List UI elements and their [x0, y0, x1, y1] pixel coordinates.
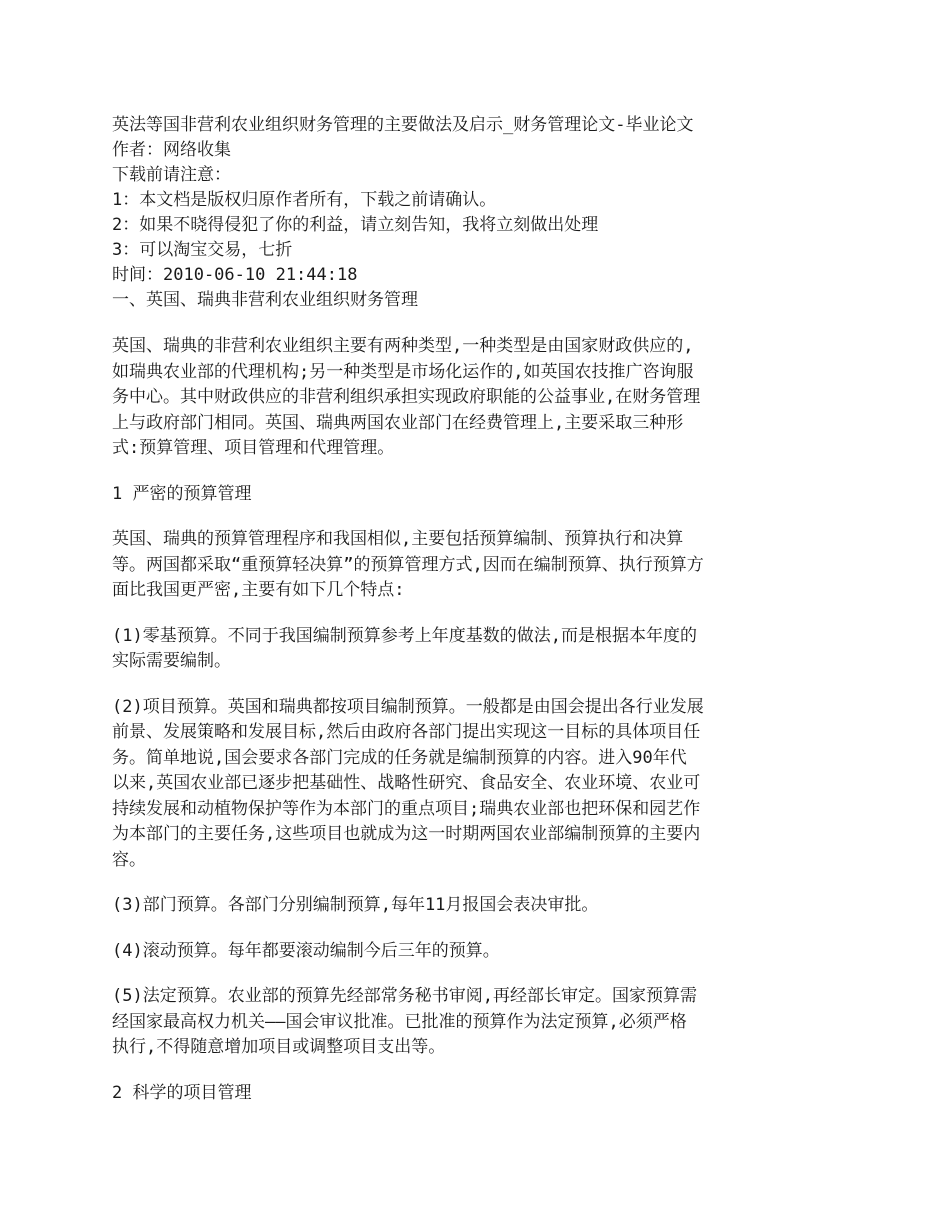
paragraph-line: (2)项目预算。英国和瑞典都按项目编制预算。一般都是由国会提出各行业发展 [112, 696, 704, 717]
intro-paragraph [112, 334, 772, 462]
paragraph-line: 务。简单地说,国会要求各部门完成的任务就是编制预算的内容。进入90年代 [112, 747, 687, 768]
paragraph-line: 等。两国都采取“重预算轻决算”的预算管理方式,因而在编制预算、执行预算方 [112, 554, 704, 575]
paragraph-line: 执行,不得随意增加项目或调整项目支出等。 [112, 1037, 446, 1057]
paragraph-line: 为本部门的主要任务,这些项目也就成为这一时期两国农业部编制预算的主要内 [112, 824, 701, 844]
paragraph-line: 持续发展和动植物保护等作为本部门的重点项目;瑞典农业部也把环保和园艺作 [112, 798, 701, 819]
zero-based-budget-paragraph [112, 624, 772, 675]
statutory-budget-paragraph [112, 984, 772, 1061]
rolling-budget-paragraph: (4)滚动预算。每年都要滚动编制今后三年的预算。 [112, 940, 500, 961]
paragraph-line: 务中心。其中财政供应的非营利组织承担实现政府职能的公益事业,在财务管理 [112, 387, 701, 407]
notice-item-2: 2：如果不晓得侵犯了你的利益，请立刻告知，我将立刻做出处理 [112, 215, 599, 235]
paragraph-line: 上与政府部门相同。英国、瑞典两国农业部门在经费管理上,主要采取三种形 [112, 412, 684, 433]
project-budget-paragraph [112, 695, 772, 874]
paragraph-line: 以来,英国农业部已逐步把基础性、战略性研究、食品安全、农业环境、农业可 [112, 773, 701, 793]
department-budget-paragraph: (3)部门预算。各部门分别编制预算,每年11月报国会表决审批。 [112, 895, 599, 915]
paragraph-line: 经国家最高权力机关——国会审议批准。已批准的预算作为法定预算,必须严格 [112, 1011, 687, 1032]
paragraph-line: 实际需要编制。 [112, 651, 231, 671]
author-line: 作者：网络收集 [112, 140, 231, 160]
notice-heading: 下载前请注意： [112, 165, 231, 185]
section-heading: 一、英国、瑞典非营利农业组织财务管理 [112, 290, 418, 310]
paragraph-line: 面比我国更严密,主要有如下几个特点: [112, 580, 405, 600]
paragraph-line: 式:预算管理、项目管理和代理管理。 [112, 438, 395, 458]
paragraph-line: 英国、瑞典的非营利农业组织主要有两种类型,一种类型是由国家财政供应的, [112, 336, 694, 356]
notice-item-1: 1：本文档是版权归原作者所有，下载之前请确认。 [112, 190, 497, 210]
paragraph-line: 如瑞典农业部的代理机构;另一种类型是市场化运作的,如英国农技推广咨询服 [112, 361, 694, 382]
timestamp-line: 时间：2010-06-10 21:44:18 [112, 265, 358, 285]
paragraph-line: (1)零基预算。不同于我国编制预算参考上年度基数的做法,而是根据本年度的 [112, 625, 697, 646]
paragraph-line: 容。 [112, 849, 146, 870]
paragraph-line: (5)法定预算。农业部的预算先经部常务秘书审阅,再经部长审定。国家预算需 [112, 986, 697, 1006]
notice-item-3: 3：可以淘宝交易，七折 [112, 240, 293, 260]
document-title: 英法等国非营利农业组织财务管理的主要做法及启示_财务管理论文-毕业论文 [112, 115, 694, 135]
subsection-heading: 2 科学的项目管理 [112, 1082, 252, 1103]
subsection-heading: 1 严密的预算管理 [112, 483, 252, 504]
paragraph-line: 前景、发展策略和发展目标,然后由政府各部门提出实现这一目标的具体项目任 [112, 722, 701, 742]
document-content [112, 113, 772, 1106]
paragraph-line: 英国、瑞典的预算管理程序和我国相似,主要包括预算编制、预算执行和决算 [112, 529, 684, 549]
budget-intro-paragraph [112, 527, 772, 604]
